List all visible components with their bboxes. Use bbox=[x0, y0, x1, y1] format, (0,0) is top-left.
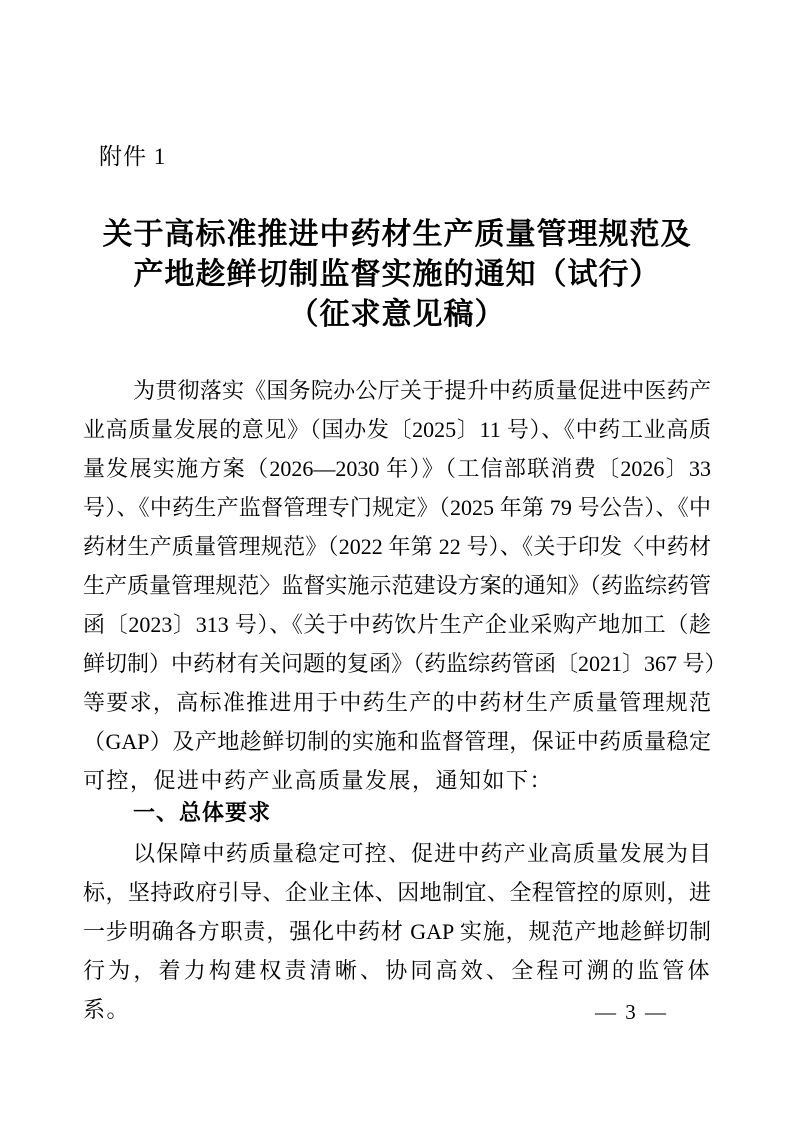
body-text-line: 药材生产质量管理规范》（2022 年第 22 号）、《关于印发〈中药材 bbox=[83, 534, 711, 559]
attachment-label: 附件 1 bbox=[99, 144, 167, 169]
document-title-line: 关于高标准推进中药材生产质量管理规范及 bbox=[102, 218, 692, 251]
document-title-line: 产地趁鲜切制监督实施的通知（试行） bbox=[133, 258, 661, 291]
section-heading-overall-requirements: 一、总体要求 bbox=[133, 800, 272, 825]
body-text-line: 以保障中药质量稳定可控、促进中药产业高质量发展为目 bbox=[133, 841, 711, 866]
body-text-line: 函〔2023〕313 号）、《关于中药饮片生产企业采购产地加工（趁 bbox=[83, 612, 711, 637]
body-text-line: 可控，促进中药产业高质量发展，通知如下： bbox=[83, 768, 554, 793]
document-title-line: （征求意见稿） bbox=[288, 298, 506, 331]
body-text-line: 行为，着力构建权责清晰、协同高效、全程可溯的监管体系。 bbox=[83, 958, 711, 1022]
body-text-line: 生产质量管理规范〉监督实施示范建设方案的通知》（药监综药管 bbox=[83, 573, 711, 598]
paragraph-intro bbox=[83, 371, 727, 800]
body-text-line: 标，坚持政府引导、企业主体、因地制宜、全程管控的原则，进 bbox=[83, 880, 711, 905]
page-number: — 3 — bbox=[595, 1000, 668, 1024]
body-text-line: 鲜切制）中药材有关问题的复函》（药监综药管函〔2021〕367 号） bbox=[83, 651, 727, 676]
body-text-line: 一步明确各方职责，强化中药材 GAP 实施，规范产地趁鲜切制 bbox=[83, 919, 711, 944]
body-text-line: 为贯彻落实《国务院办公厅关于提升中药质量促进中医药产 bbox=[133, 378, 711, 403]
paragraph-overall-requirements bbox=[83, 834, 711, 1022]
body-text-line: （GAP）及产地趁鲜切制的实施和监督管理，保证中药质量稳定 bbox=[83, 729, 711, 754]
body-text-line: 等要求，高标准推进用于中药生产的中药材生产质量管理规范 bbox=[83, 690, 711, 715]
document-title bbox=[83, 215, 711, 335]
body-text-line: 量发展实施方案（2026—2030 年）》（工信部联消费〔2026〕33 bbox=[83, 456, 711, 481]
body-text-line: 号）、《中药生产监督管理专门规定》（2025 年第 79 号公告）、《中 bbox=[83, 495, 711, 520]
body-text-line: 业高质量发展的意见》（国办发〔2025〕11 号）、《中药工业高质 bbox=[83, 417, 711, 442]
